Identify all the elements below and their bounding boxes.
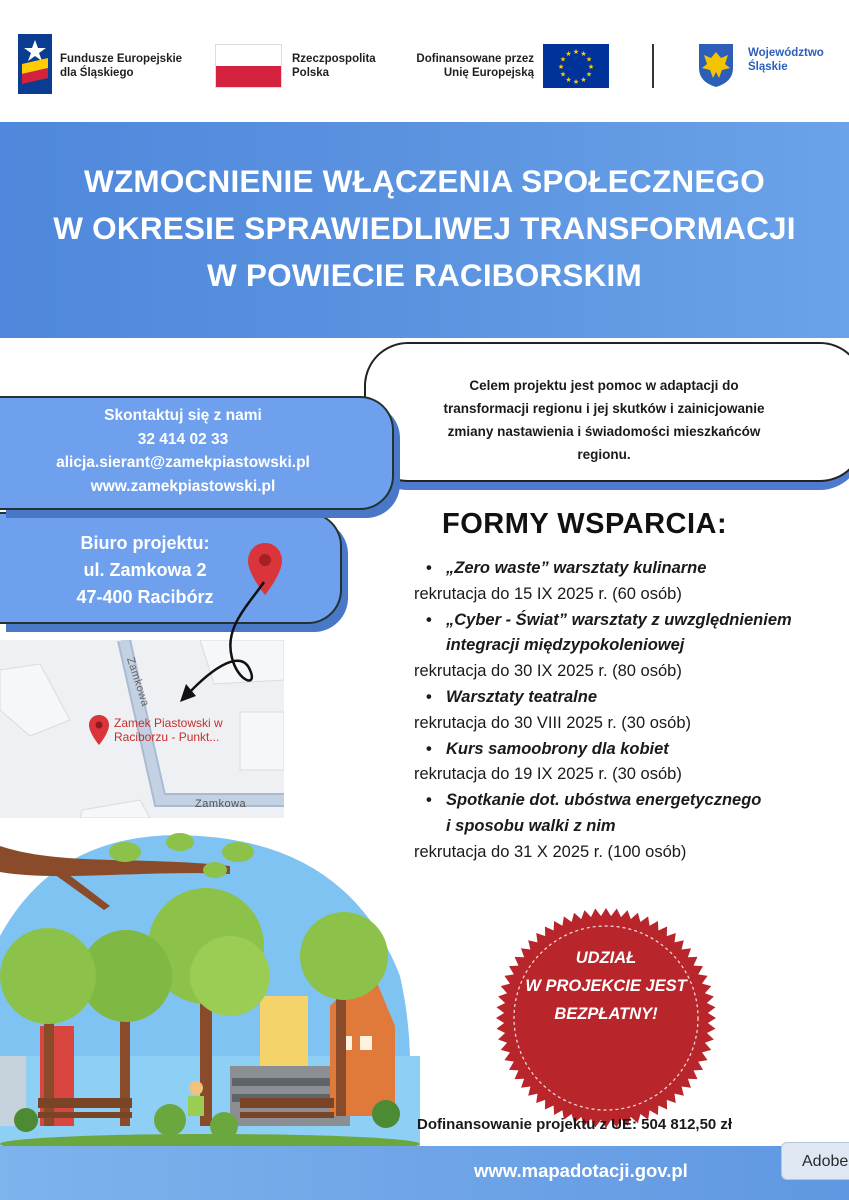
support-item-name: • Kurs samoobrony dla kobiet	[414, 737, 844, 763]
svg-text:★: ★	[572, 78, 580, 86]
support-item-recruitment: rekrutacja do 15 IX 2025 r. (60 osób)	[414, 584, 682, 603]
silesia-eagle-crest-icon	[697, 42, 735, 88]
park-city-illustration	[0, 826, 420, 1156]
svg-text:★: ★	[587, 63, 595, 71]
contact-phone[interactable]: 32 414 02 33	[137, 430, 229, 448]
adobe-button[interactable]: Adobe	[781, 1142, 849, 1180]
page-title: WZMOCNIENIE WŁĄCZENIA SPOŁECZNEGO W OKRESIE SPRAWIEDLIWEJ TRANSFORMACJI W POWIECIE RACIBORSKIM	[53, 163, 796, 293]
forms-of-support-list	[414, 556, 844, 866]
support-item-name: • „Zero waste” warsztaty kulinarne	[414, 556, 844, 582]
svg-text:★: ★	[580, 50, 587, 58]
svg-text:★: ★	[580, 76, 587, 84]
support-item-recruitment: rekrutacja do 30 IX 2025 r. (80 osób)	[414, 662, 682, 681]
eu-flag-icon	[543, 44, 609, 88]
support-item-name: • Spotkanie dot. ubóstwa energetycznego i sposobu walki z nim	[414, 788, 844, 840]
footer-bar	[0, 1146, 849, 1200]
office-heading: Biuro projektu:	[80, 533, 210, 553]
european-funds-logo-icon	[18, 34, 52, 94]
office-street: ul. Zamkowa 2	[83, 560, 207, 580]
svg-text:★: ★	[565, 50, 572, 58]
svg-text:★: ★	[559, 55, 567, 64]
logo-bar	[0, 0, 849, 122]
svg-text:★: ★	[559, 70, 567, 79]
european-funds-text: Fundusze Europejskie dla Śląskiego	[60, 53, 183, 79]
silesia-region-text: Województwo Śląskie	[748, 47, 824, 73]
svg-text:★: ★	[585, 70, 593, 79]
support-item	[414, 556, 844, 608]
polish-flag-icon	[215, 44, 282, 88]
support-item-name: • „Cyber - Świat” warsztaty z uwzględnieniem integracji międzypokoleniowej	[414, 608, 844, 660]
support-item	[414, 788, 844, 865]
svg-text:★: ★	[585, 55, 593, 64]
polish-republic-text: Rzeczpospolita Polska	[292, 53, 376, 79]
support-item-recruitment: rekrutacja do 19 IX 2025 r. (30 osób)	[414, 765, 682, 784]
svg-text:★: ★	[565, 76, 572, 84]
map-street-label-vertical: Zamkowa	[123, 655, 152, 709]
svg-text:★: ★	[557, 63, 565, 71]
curved-arrow-icon	[176, 578, 276, 708]
support-item-recruitment: rekrutacja do 30 VIII 2025 r. (30 osób)	[414, 713, 691, 732]
contact-info	[18, 404, 348, 498]
support-item-name: • Warsztaty teatralne	[414, 685, 844, 711]
map-place-label[interactable]: Zamek Piastowski w Raciborzu - Punkt...	[114, 716, 223, 744]
support-item	[414, 685, 844, 737]
free-participation-text: UDZIAŁ W PROJEKCIE JEST BEZPŁATNY!	[525, 949, 687, 1023]
forms-of-support-heading: FORMY WSPARCIA:	[442, 508, 728, 540]
logo-divider	[652, 44, 654, 88]
eu-cofunding-text: Dofinansowane przez Unię Europejską	[416, 53, 534, 79]
support-item-recruitment: rekrutacja do 31 X 2025 r. (100 osób)	[414, 842, 687, 861]
contact-heading: Skontaktuj się z nami	[104, 407, 262, 424]
project-aim-text: Celem projektu jest pomoc w adaptacji do transformacji regionu i jej skutków i zainicjowanie zmiany nastawienia i świadomości mieszkańców regionu.	[443, 378, 765, 462]
svg-text:★: ★	[572, 48, 580, 56]
contact-website[interactable]: www.zamekpiastowski.pl	[90, 477, 276, 495]
footer-website-link[interactable]: www.mapadotacji.gov.pl	[474, 1160, 688, 1181]
map-marker-icon[interactable]	[88, 714, 110, 746]
map-street-label: Zamkowa	[195, 798, 247, 810]
support-item	[414, 608, 844, 685]
office-city: 47-400 Racibórz	[76, 587, 214, 607]
contact-email[interactable]: alicja.sierant@zamekpiastowski.pl	[56, 454, 310, 471]
eu-funding-amount: Dofinansowanie projektu z UE: 504 812,50 zł	[417, 1116, 733, 1133]
support-item	[414, 737, 844, 789]
